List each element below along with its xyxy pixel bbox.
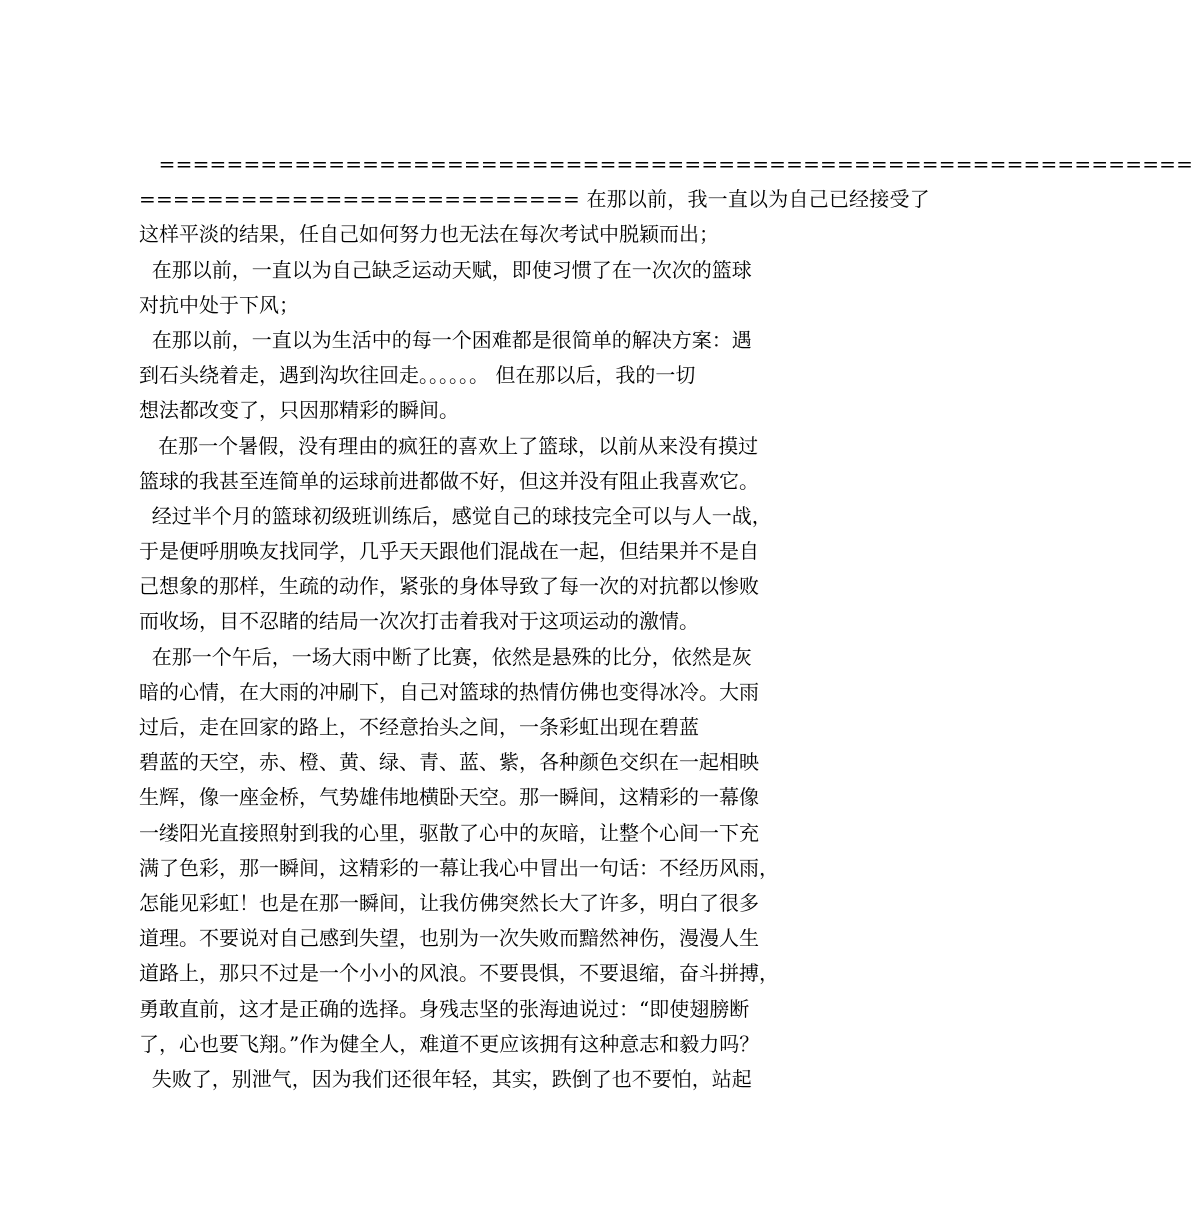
text-line: 生辉，像一座金桥，气势雄伟地横卧天空。那一瞬间，这精彩的一幕像 (139, 785, 759, 810)
text-line: 想法都改变了，只因那精彩的瞬间。 (139, 398, 459, 423)
separator-line: ============================================================= (139, 152, 1193, 176)
text-line: 到石头绕着走，遇到沟坎往回走。。。。。。 但在那以后，我的一切 (139, 363, 696, 388)
text-line: 经过半个月的篮球初级班训练后，感觉自己的球技完全可以与人一战， (139, 503, 772, 528)
essay-body (139, 147, 1193, 1097)
text-line: 勇敢直前，这才是正确的选择。身残志坚的张海迪说过：“即使翅膀断 (139, 996, 750, 1021)
separator-line-continued: ========================== 在那以前，我一直以为自己已经接受了 (139, 187, 930, 212)
text-line: 过后，走在回家的路上，不经意抬头之间，一条彩虹出现在碧蓝 (139, 715, 699, 739)
text-line: 道理。不要说对自己感到失望，也别为一次失败而黯然神伤，漫漫人生 (139, 926, 759, 951)
text-line: 篮球的我甚至连简单的运球前进都做不好，但这并没有阻止我喜欢它。 (139, 468, 759, 493)
text-line: 在那一个暑假，没有理由的疯狂的喜欢上了篮球，以前从来没有摸过 (139, 433, 759, 458)
text-line: 满了色彩，那一瞬间，这精彩的一幕让我心中冒出一句话：不经历风雨， (139, 855, 779, 880)
text-line: 一缕阳光直接照射到我的心里，驱散了心中的灰暗，让整个心间一下充 (139, 820, 759, 845)
text-line: 对抗中处于下风； (139, 292, 299, 317)
text-line: 了，心也要飞翔。”作为健全人，难道不更应该拥有这种意志和毅力吗？ (139, 1031, 760, 1056)
text-line: 己想象的那样，生疏的动作，紧张的身体导致了每一次的对抗都以惨败 (139, 574, 759, 599)
text-line: 道路上，那只不过是一个小小的风浪。不要畏惧，不要退缩，奋斗拼搏， (139, 961, 779, 986)
text-line: 失败了，别泄气，因为我们还很年轻，其实，跌倒了也不要怕，站起 (139, 1066, 752, 1091)
text-line: 这样平淡的结果，任自己如何努力也无法在每次考试中脱颖而出； (139, 222, 719, 247)
text-line: 在那一个午后，一场大雨中断了比赛，依然是悬殊的比分，依然是灰 (139, 644, 752, 669)
text-line: 于是便呼朋唤友找同学，几乎天天跟他们混战在一起，但结果并不是自 (139, 539, 759, 564)
text-line: 暗的心情，在大雨的冲刷下，自己对篮球的热情仿佛也变得冰冷。大雨 (139, 679, 759, 704)
text-line: 而收场，目不忍睹的结局一次次打击着我对于这项运动的激情。 (139, 609, 699, 634)
text-line: 碧蓝的天空，赤、橙、黄、绿、青、蓝、紫，各种颜色交织在一起相映 (139, 750, 759, 775)
text-line: 在那以前，一直以为自己缺乏运动天赋，即使习惯了在一次次的篮球 (139, 257, 752, 282)
text-line: 怎能见彩虹！也是在那一瞬间，让我仿佛突然长大了许多，明白了很多 (139, 890, 759, 915)
text-line: 在那以前，一直以为生活中的每一个困难都是很简单的解决方案：遇 (139, 327, 752, 352)
